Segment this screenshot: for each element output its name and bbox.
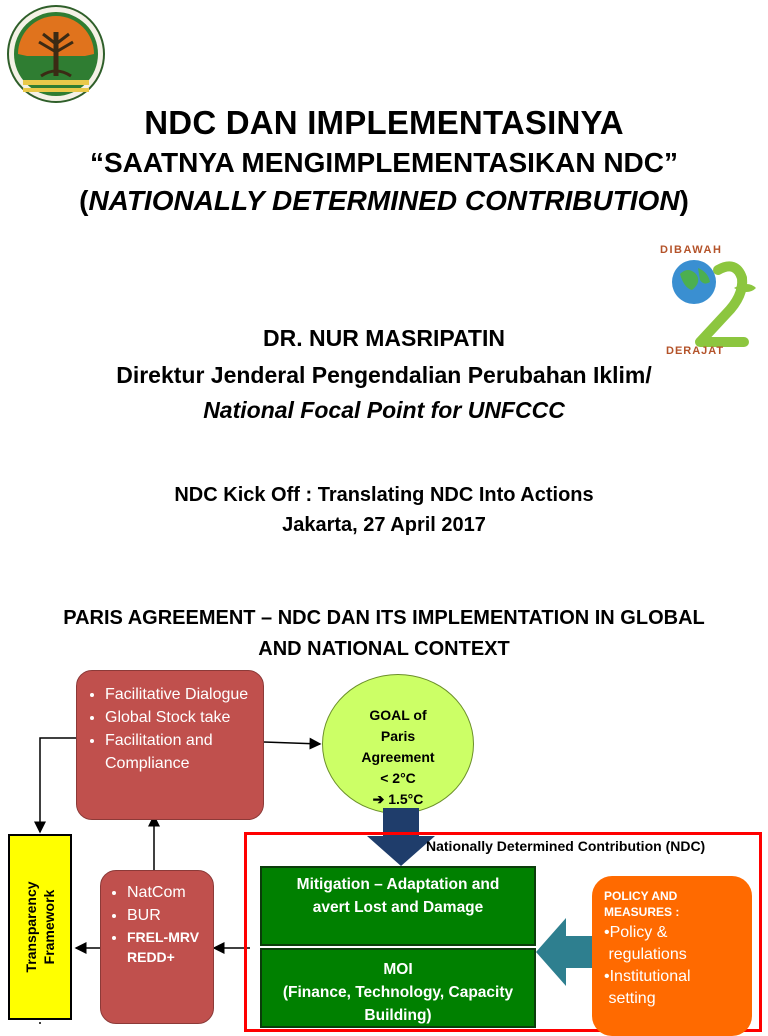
author-role: National Focal Point for UNFCCC [203, 397, 565, 423]
goal-line5: ➔ 1.5°C [372, 791, 424, 807]
event-name: NDC Kick Off : Translating NDC Into Actions [174, 484, 594, 506]
transparency-line1: Transparency [23, 881, 39, 973]
goal-line2: Paris [380, 728, 416, 744]
reporting-item-bur: • BUR [127, 904, 213, 927]
transparency-line2: Framework [41, 889, 57, 965]
section-title-line2: AND NATIONAL CONTEXT [258, 638, 510, 660]
author-position: Direktur Jenderal Pengendalian Perubahan Iklim/ [116, 362, 652, 388]
reporting-item-frel-mrv: • FREL-MRV REDD+ [127, 927, 213, 967]
mitigation-box [260, 866, 536, 946]
reporting-box [100, 870, 214, 1024]
slide-title: NDC DAN IMPLEMENTASINYA [144, 104, 624, 141]
section-title-line1: PARIS AGREEMENT – NDC DAN ITS IMPLEMENTATION IN GLOBAL [63, 607, 705, 629]
moi-box [260, 948, 536, 1028]
policy-measures-box [592, 876, 752, 1036]
goal-line4: < 2°C [380, 770, 416, 786]
ministry-logo [5, 4, 107, 104]
section-title [0, 603, 768, 665]
goal-circle [322, 674, 474, 814]
reporting-list [101, 881, 213, 967]
mitigation-line1: Mitigation – Adaptation and [296, 876, 500, 893]
transparency-framework-box [8, 834, 72, 1020]
logo-bottom-text: DERAJAT [666, 345, 725, 357]
review-item-facilitative-dialogue: • Facilitative Dialogue [105, 683, 263, 706]
goal-line1: GOAL of [369, 707, 427, 723]
paris-agreement-diagram [0, 660, 768, 1024]
review-item-facilitation-compliance: • Facilitation and Compliance [105, 729, 263, 775]
moi-line1: MOI [383, 961, 413, 978]
policy-title: POLICY AND MEASURES : [604, 889, 680, 919]
goal-line3: Agreement [361, 749, 435, 765]
reporting-item-natcom: • NatCom [127, 881, 213, 904]
left-arrow-icon [536, 918, 596, 986]
moi-line2: (Finance, Technology, Capacity [282, 984, 514, 1001]
paren-close: ) [679, 185, 689, 216]
logo-top-text: DIBAWAH [660, 244, 723, 256]
review-box [76, 670, 264, 820]
slide-subtitle: “SAATNYA MENGIMPLEMENTASIKAN NDC” [89, 147, 678, 178]
ndc-fullname: NATIONALLY DETERMINED CONTRIBUTION [88, 185, 680, 216]
paren-open: ( [79, 185, 89, 216]
slide-subtitle-ndc [0, 185, 768, 217]
mitigation-line2: avert Lost and Damage [312, 899, 484, 916]
author-name: DR. NUR MASRIPATIN [263, 325, 505, 351]
transparency-label [22, 881, 58, 972]
ndc-label: Nationally Determined Contribution (NDC) [426, 838, 706, 854]
moi-line3: Building) [364, 1007, 432, 1024]
event-place-date: Jakarta, 27 April 2017 [282, 514, 486, 536]
arrow-right-icon: ➔ [372, 791, 385, 807]
review-list [77, 683, 263, 775]
review-item-global-stock-take: • Global Stock take [105, 706, 263, 729]
policy-item-regulations: •Policy & regulations [604, 924, 687, 963]
policy-item-institutional: •Institutional setting [604, 968, 691, 1007]
